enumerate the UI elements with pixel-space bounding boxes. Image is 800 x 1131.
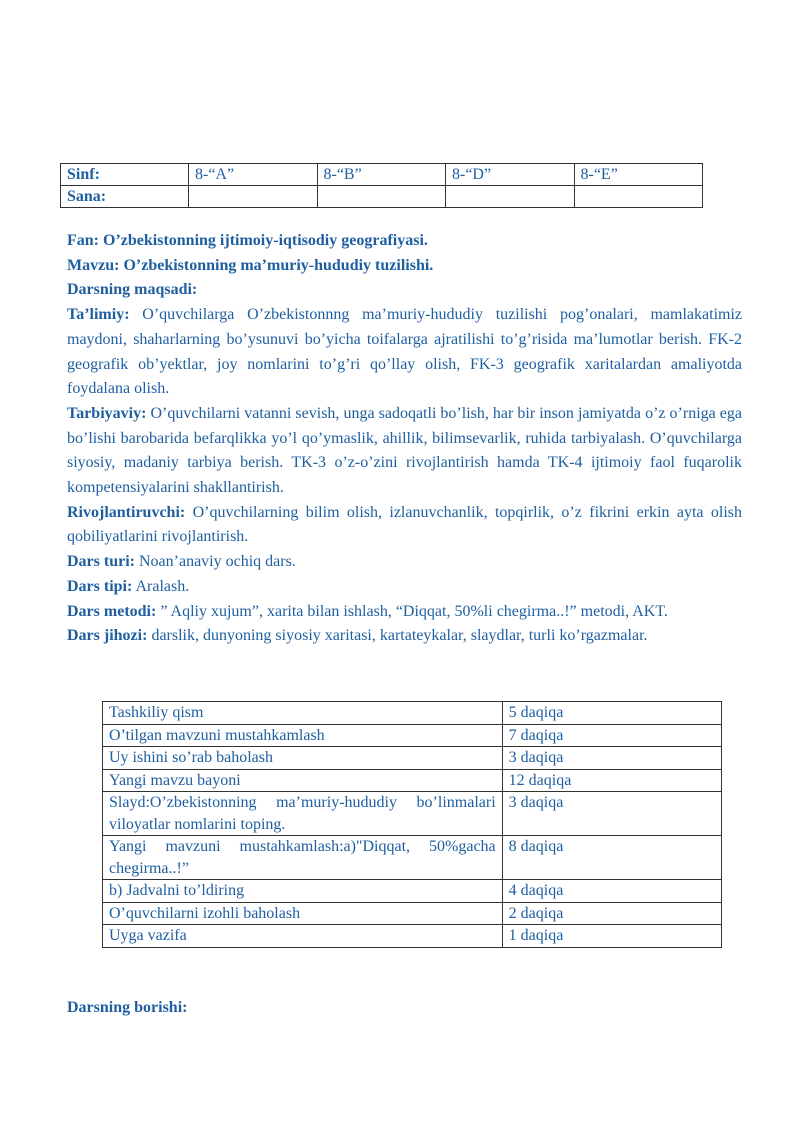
topic-line — [67, 254, 742, 279]
topic-value: O’zbekistonning ma’muriy-hududiy tuzilishi. — [123, 256, 434, 274]
plan-time: 12 daqiqa — [502, 769, 721, 792]
plan-topic: Tashkiliy qism — [103, 702, 503, 725]
lesson-plan-text — [67, 229, 742, 649]
topic-label: Mavzu: — [67, 256, 120, 274]
date-cell — [317, 186, 446, 208]
plan-topic: O’tilgan mavzuni mustahkamlash — [103, 724, 503, 747]
lesson-type-label: Dars turi: — [67, 553, 135, 571]
plan-time: 3 daqiqa — [502, 747, 721, 770]
plan-time: 4 daqiqa — [502, 880, 721, 903]
lesson-kind-line — [67, 575, 742, 600]
table-row — [103, 902, 722, 925]
educational-goal — [67, 303, 742, 402]
plan-topic: b) Jadvalni to’ldiring — [103, 880, 503, 903]
plan-time: 1 daqiqa — [502, 925, 721, 948]
date-cell — [189, 186, 318, 208]
time-plan-table — [102, 701, 722, 948]
table-row — [103, 747, 722, 770]
lesson-progress-heading: Darsning borishi: — [67, 999, 188, 1016]
plan-time: 5 daqiqa — [502, 702, 721, 725]
date-cell — [574, 186, 703, 208]
upbringing-text: O’quvchilarni vatanni sevish, unga sadoqatli bo’lish, har bir inson jamiyatda o’z o’rniga ega bo’lishi barobarida befarqlikka yo’l qo’ymaslik, ahillik, bilimsevarlik, ruhida tarbiyalash. O’quvchilarga siyosiy, madaniy tarbiya berish. TK-3 o’z-o’zini rivojlantirish hamda TK-4 ijtimoiy faol fuqarolik kompetensiyalarini shakllantirish. — [67, 404, 743, 497]
class-cell: 8-“A” — [189, 164, 318, 186]
lesson-type-text: Noan’anaviy ochiq dars. — [138, 553, 296, 571]
plan-time: 2 daqiqa — [502, 902, 721, 925]
lesson-method-text: ” Aqliy xujum”, xarita bilan ishlash, “Diqqat, 50%li chegirma..!” metodi, AKT. — [160, 602, 668, 620]
table-row — [103, 925, 722, 948]
class-date-table — [60, 163, 703, 208]
class-cell: 8-“E” — [574, 164, 703, 186]
table-row — [103, 792, 722, 836]
upbringing-label: Tarbiyaviy: — [67, 404, 147, 422]
lesson-equipment-text: darslik, dunyoning siyosiy xaritasi, kartateykalar, slaydlar, turli ko’rgazmalar. — [151, 627, 648, 645]
table-row — [103, 880, 722, 903]
goals-heading: Darsning maqsadi: — [67, 281, 198, 299]
educational-label: Ta’limiy: — [67, 306, 130, 324]
class-cell: 8-“B” — [317, 164, 446, 186]
developmental-text: O’quvchilarning bilim olish, izlanuvchanlik, topqirlik, o’z fikrini erkin ayta olish qobiliyatlarini rivojlantirish. — [67, 503, 743, 546]
plan-topic: Uyga vazifa — [103, 925, 503, 948]
date-label: Sana: — [61, 186, 189, 208]
plan-time: 7 daqiqa — [502, 724, 721, 747]
educational-text: O’quvchilarga O’zbekistonnng ma’muriy-hududiy tuzilishi pog’onalari, mamlakatimiz maydoni, shaharlarning bo’ysunuvi bo’yicha toifalarga ajratilishi to’g’risida ma’lumotlar berish. FK-2 geografik ob’yektlar, joy nomlarini to’g’ri qo’llay olish, FK-3 geografik xaritalardan amaliyotda foydalana olish. — [67, 306, 743, 398]
lesson-method-label: Dars metodi: — [67, 602, 157, 620]
class-cell: 8-“D” — [446, 164, 575, 186]
plan-topic: Yangi mavzu bayoni — [103, 769, 503, 792]
date-cell — [446, 186, 575, 208]
developmental-label: Rivojlantiruvchi: — [67, 503, 186, 521]
upbringing-goal — [67, 402, 742, 501]
class-row — [61, 164, 703, 186]
lesson-equipment-label: Dars jihozi: — [67, 627, 148, 645]
lesson-method-line — [67, 600, 742, 625]
date-row — [61, 186, 703, 208]
plan-topic: Slayd:O’zbekistonning ma’muriy-hududiy bo’linmalari viloyatlar nomlarini toping. — [103, 792, 503, 836]
lesson-equipment-line — [67, 624, 742, 649]
subject-line — [67, 229, 742, 254]
table-row — [103, 702, 722, 725]
subject-value: O’zbekistonning ijtimoiy-iqtisodiy geografiyasi. — [103, 232, 428, 249]
table-row — [103, 836, 722, 880]
plan-topic: Yangi mavzuni mustahkamlash:a)"Diqqat, 50%gacha chegirma..!” — [103, 836, 503, 880]
class-label: Sinf: — [61, 164, 189, 186]
table-row — [103, 769, 722, 792]
plan-topic: O’quvchilarni izohli baholash — [103, 902, 503, 925]
lesson-kind-text: Aralash. — [135, 577, 190, 595]
plan-time: 8 daqiqa — [502, 836, 721, 880]
lesson-kind-label: Dars tipi: — [67, 577, 133, 595]
table-row — [103, 724, 722, 747]
lesson-type-line — [67, 550, 742, 575]
plan-topic: Uy ishini so’rab baholash — [103, 747, 503, 770]
subject-label: Fan: — [67, 232, 99, 249]
developmental-goal — [67, 501, 742, 550]
plan-time: 3 daqiqa — [502, 792, 721, 836]
